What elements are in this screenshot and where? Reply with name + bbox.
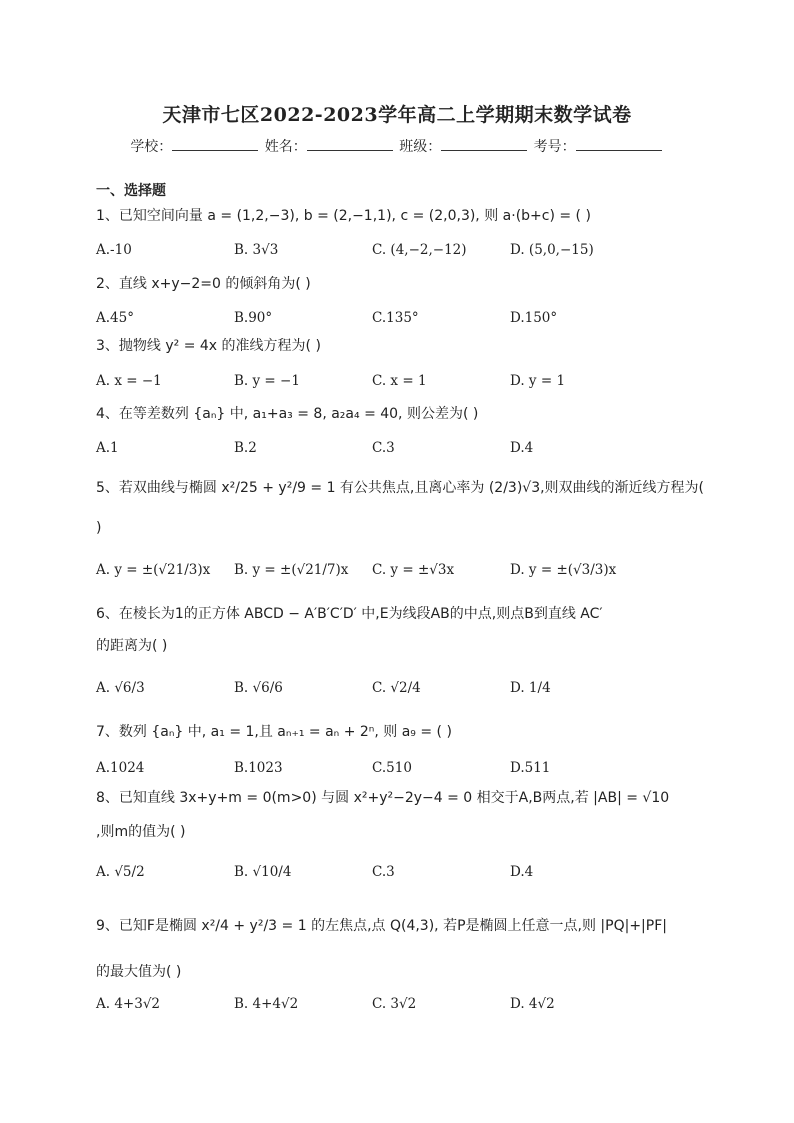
section-heading: 一、选择题 (96, 183, 166, 199)
q7-option-a: A.1024 (96, 760, 145, 776)
q7-option-d: D.511 (510, 760, 551, 776)
q9-option-c: C. 3√2 (372, 996, 417, 1012)
q1-option-b: B. 3√3 (234, 242, 279, 258)
q6-option-b: B. √6/6 (234, 680, 283, 696)
question-9-stem-cont: 的最大值为( ) (96, 964, 182, 980)
q2-option-a: A.45° (96, 310, 134, 326)
question-1-stem: 1、已知空间向量 a = (1,2,−3), b = (2,−1,1), c = (2,0,3), 则 a·(b+c) = ( ) (96, 208, 591, 224)
question-2-stem: 2、直线 x+y−2=0 的倾斜角为( ) (96, 276, 311, 292)
name-blank (307, 136, 393, 151)
q5-option-b: B. y = ±(√21/7)x (234, 562, 349, 578)
question-7-stem: 7、数列 {aₙ} 中, a₁ = 1,且 aₙ₊₁ = aₙ + 2ⁿ, 则 a₉ = ( ) (96, 724, 452, 740)
name-label: 姓名： (264, 139, 307, 155)
q3-option-d: D. y = 1 (510, 373, 566, 389)
q8-option-c: C.3 (372, 864, 395, 880)
q3-option-b: B. y = −1 (234, 373, 300, 389)
question-8-stem-cont: ,则m的值为( ) (96, 824, 186, 840)
question-5-stem: 5、若双曲线与椭圆 x²/25 + y²/9 = 1 有公共焦点,且离心率为 (2/3)√3,则双曲线的渐近线方程为( (96, 480, 705, 496)
q7-option-c: C.510 (372, 760, 412, 776)
question-6-stem: 6、在棱长为1的正方体 ABCD − A′B′C′D′ 中,E为线段AB的中点,则点B到直线 AC′ (96, 606, 603, 622)
class-blank (441, 136, 527, 151)
q9-option-a: A. 4+3√2 (96, 996, 161, 1012)
q8-option-a: A. √5/2 (96, 864, 145, 880)
question-4-stem: 4、在等差数列 {aₙ} 中, a₁+a₃ = 8, a₂a₄ = 40, 则公差为( ) (96, 406, 479, 422)
question-8-stem: 8、已知直线 3x+y+m = 0(m>0) 与圆 x²+y²−2y−4 = 0 相交于A,B两点,若 |AB| = √10 (96, 790, 670, 806)
q8-option-b: B. √10/4 (234, 864, 292, 880)
q1-option-d: D. (5,0,−15) (510, 242, 594, 258)
question-6-stem-cont: 的距离为( ) (96, 638, 168, 654)
q4-option-a: A.1 (96, 440, 119, 456)
q3-option-c: C. x = 1 (372, 373, 427, 389)
q4-option-d: D.4 (510, 440, 534, 456)
q5-option-d: D. y = ±(√3/3)x (510, 562, 617, 578)
student-info-line (0, 136, 794, 156)
q7-option-b: B.1023 (234, 760, 283, 776)
question-9-stem: 9、已知F是椭圆 x²/4 + y²/3 = 1 的左焦点,点 Q(4,3), 若P是椭圆上任意一点,则 |PQ|+|PF| (96, 918, 667, 934)
exam-no-blank (576, 136, 662, 151)
exam-title: 天津市七区2022-2023学年高二上学期期末数学试卷 (162, 104, 632, 126)
q2-option-d: D.150° (510, 310, 558, 326)
q1-option-a: A.-10 (96, 242, 132, 258)
school-blank (172, 136, 258, 151)
q2-option-b: B.90° (234, 310, 273, 326)
q5-option-a: A. y = ±(√21/3)x (96, 562, 211, 578)
question-5-stem-cont: ) (96, 520, 102, 536)
school-label: 学校： (130, 139, 173, 155)
exam-no-label: 考号： (533, 139, 576, 155)
q6-option-a: A. √6/3 (96, 680, 145, 696)
q9-option-b: B. 4+4√2 (234, 996, 299, 1012)
q4-option-b: B.2 (234, 440, 257, 456)
q4-option-c: C.3 (372, 440, 395, 456)
question-3-stem: 3、抛物线 y² = 4x 的准线方程为( ) (96, 338, 321, 354)
q2-option-c: C.135° (372, 310, 419, 326)
q1-option-c: C. (4,−2,−12) (372, 242, 467, 258)
q9-option-d: D. 4√2 (510, 996, 555, 1012)
q5-option-c: C. y = ±√3x (372, 562, 455, 578)
q3-option-a: A. x = −1 (96, 373, 162, 389)
class-label: 班级： (399, 139, 442, 155)
q8-option-d: D.4 (510, 864, 534, 880)
q6-option-c: C. √2/4 (372, 680, 421, 696)
q6-option-d: D. 1/4 (510, 680, 551, 696)
